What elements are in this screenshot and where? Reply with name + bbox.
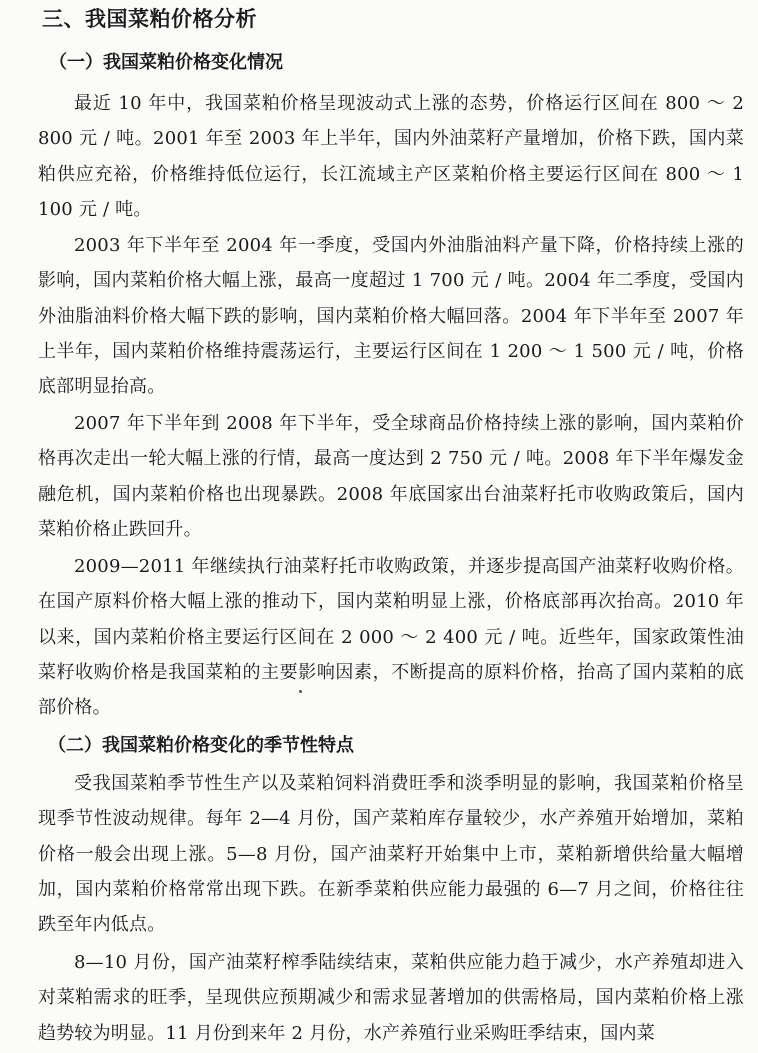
paragraph-1-1: 最近 10 年中，我国菜粕价格呈现波动式上涨的态势，价格运行区间在 800 ～ 2 800 元 / 吨。2001 年至 2003 年上半年，国内外油菜籽产量增加，价格下跌，国内菜粕供应充裕，价格维持低位运行，长江流域主产区菜粕价格主要运行区间在 800 ～ 1 100 元 / 吨。 <box>38 93 744 220</box>
scan-speck <box>299 690 302 693</box>
paragraph-1-4: 2009—2011 年继续执行油菜籽托市收购政策，并逐步提高国产油菜籽收购价格。在国产原料价格大幅上涨的推动下，国内菜粕明显上涨，价格底部再次抬高。2010 年以来，国内菜粕价格主要运行区间在 2 000 ～ 2 400 元 / 吨。近些年，国家政策性油菜籽收购价格是我国菜粕的主要影响因素，不断提高的原料价格，抬高了国内菜粕的底部价格。 <box>38 556 744 719</box>
paragraph-1-2: 2003 年下半年至 2004 年一季度，受国内外油脂油料产量下降，价格持续上涨的影响，国内菜粕价格大幅上涨，最高一度超过 1 700 元 / 吨。2004 年二季度，受国内外油脂油料价格大幅下跌的影响，国内菜粕价格大幅回落。2004 年下半年至 2007 年上半年，国内菜粕价格维持震荡运行，主要运行区间在 1 200 ～ 1 500 元 / 吨，价格底部明显抬高。 <box>38 235 744 398</box>
paragraph-2-1: 受我国菜粕季节性生产以及菜粕饲料消费旺季和淡季明显的影响，我国菜粕价格呈现季节性波动规律。每年 2—4 月份，国产菜粕库存量较少，水产养殖开始增加，菜粕价格一般会出现上涨。5—8 月份，国产油菜籽开始集中上市，菜粕新增供给量大幅增加，国内菜粕价格常常出现下跌。在新季菜粕供应能力最强的 6—7 月之间，价格往往跌至年内低点。 <box>38 773 744 936</box>
paragraph-2-2: 8—10 月份，国产油菜籽榨季陆续结束，菜粕供应能力趋于减少，水产养殖却进入对菜粕需求的旺季，呈现供应预期减少和需求显著增加的供需格局，国内菜粕价格上涨趋势较为明显。11 月份到来年 2 月份，水产养殖行业采购旺季结束，国内菜 <box>38 952 744 1044</box>
subsection-title-2: （二）我国菜粕价格变化的季节性特点 <box>48 735 354 756</box>
paragraph-1-3: 2007 年下半年到 2008 年下半年，受全球商品价格持续上涨的影响，国内菜粕价格再次走出一轮大幅上涨的行情，最高一度达到 2 750 元 / 吨。2008 年下半年爆发金融危机，国内菜粕价格也出现暴跌。2008 年底国家出台油菜籽托市收购政策后，国内菜粕价格止跌回升。 <box>38 413 744 540</box>
subsection-title-1: （一）我国菜粕价格变化情况 <box>49 52 283 73</box>
section-title: 三、我国菜粕价格分析 <box>42 7 257 31</box>
